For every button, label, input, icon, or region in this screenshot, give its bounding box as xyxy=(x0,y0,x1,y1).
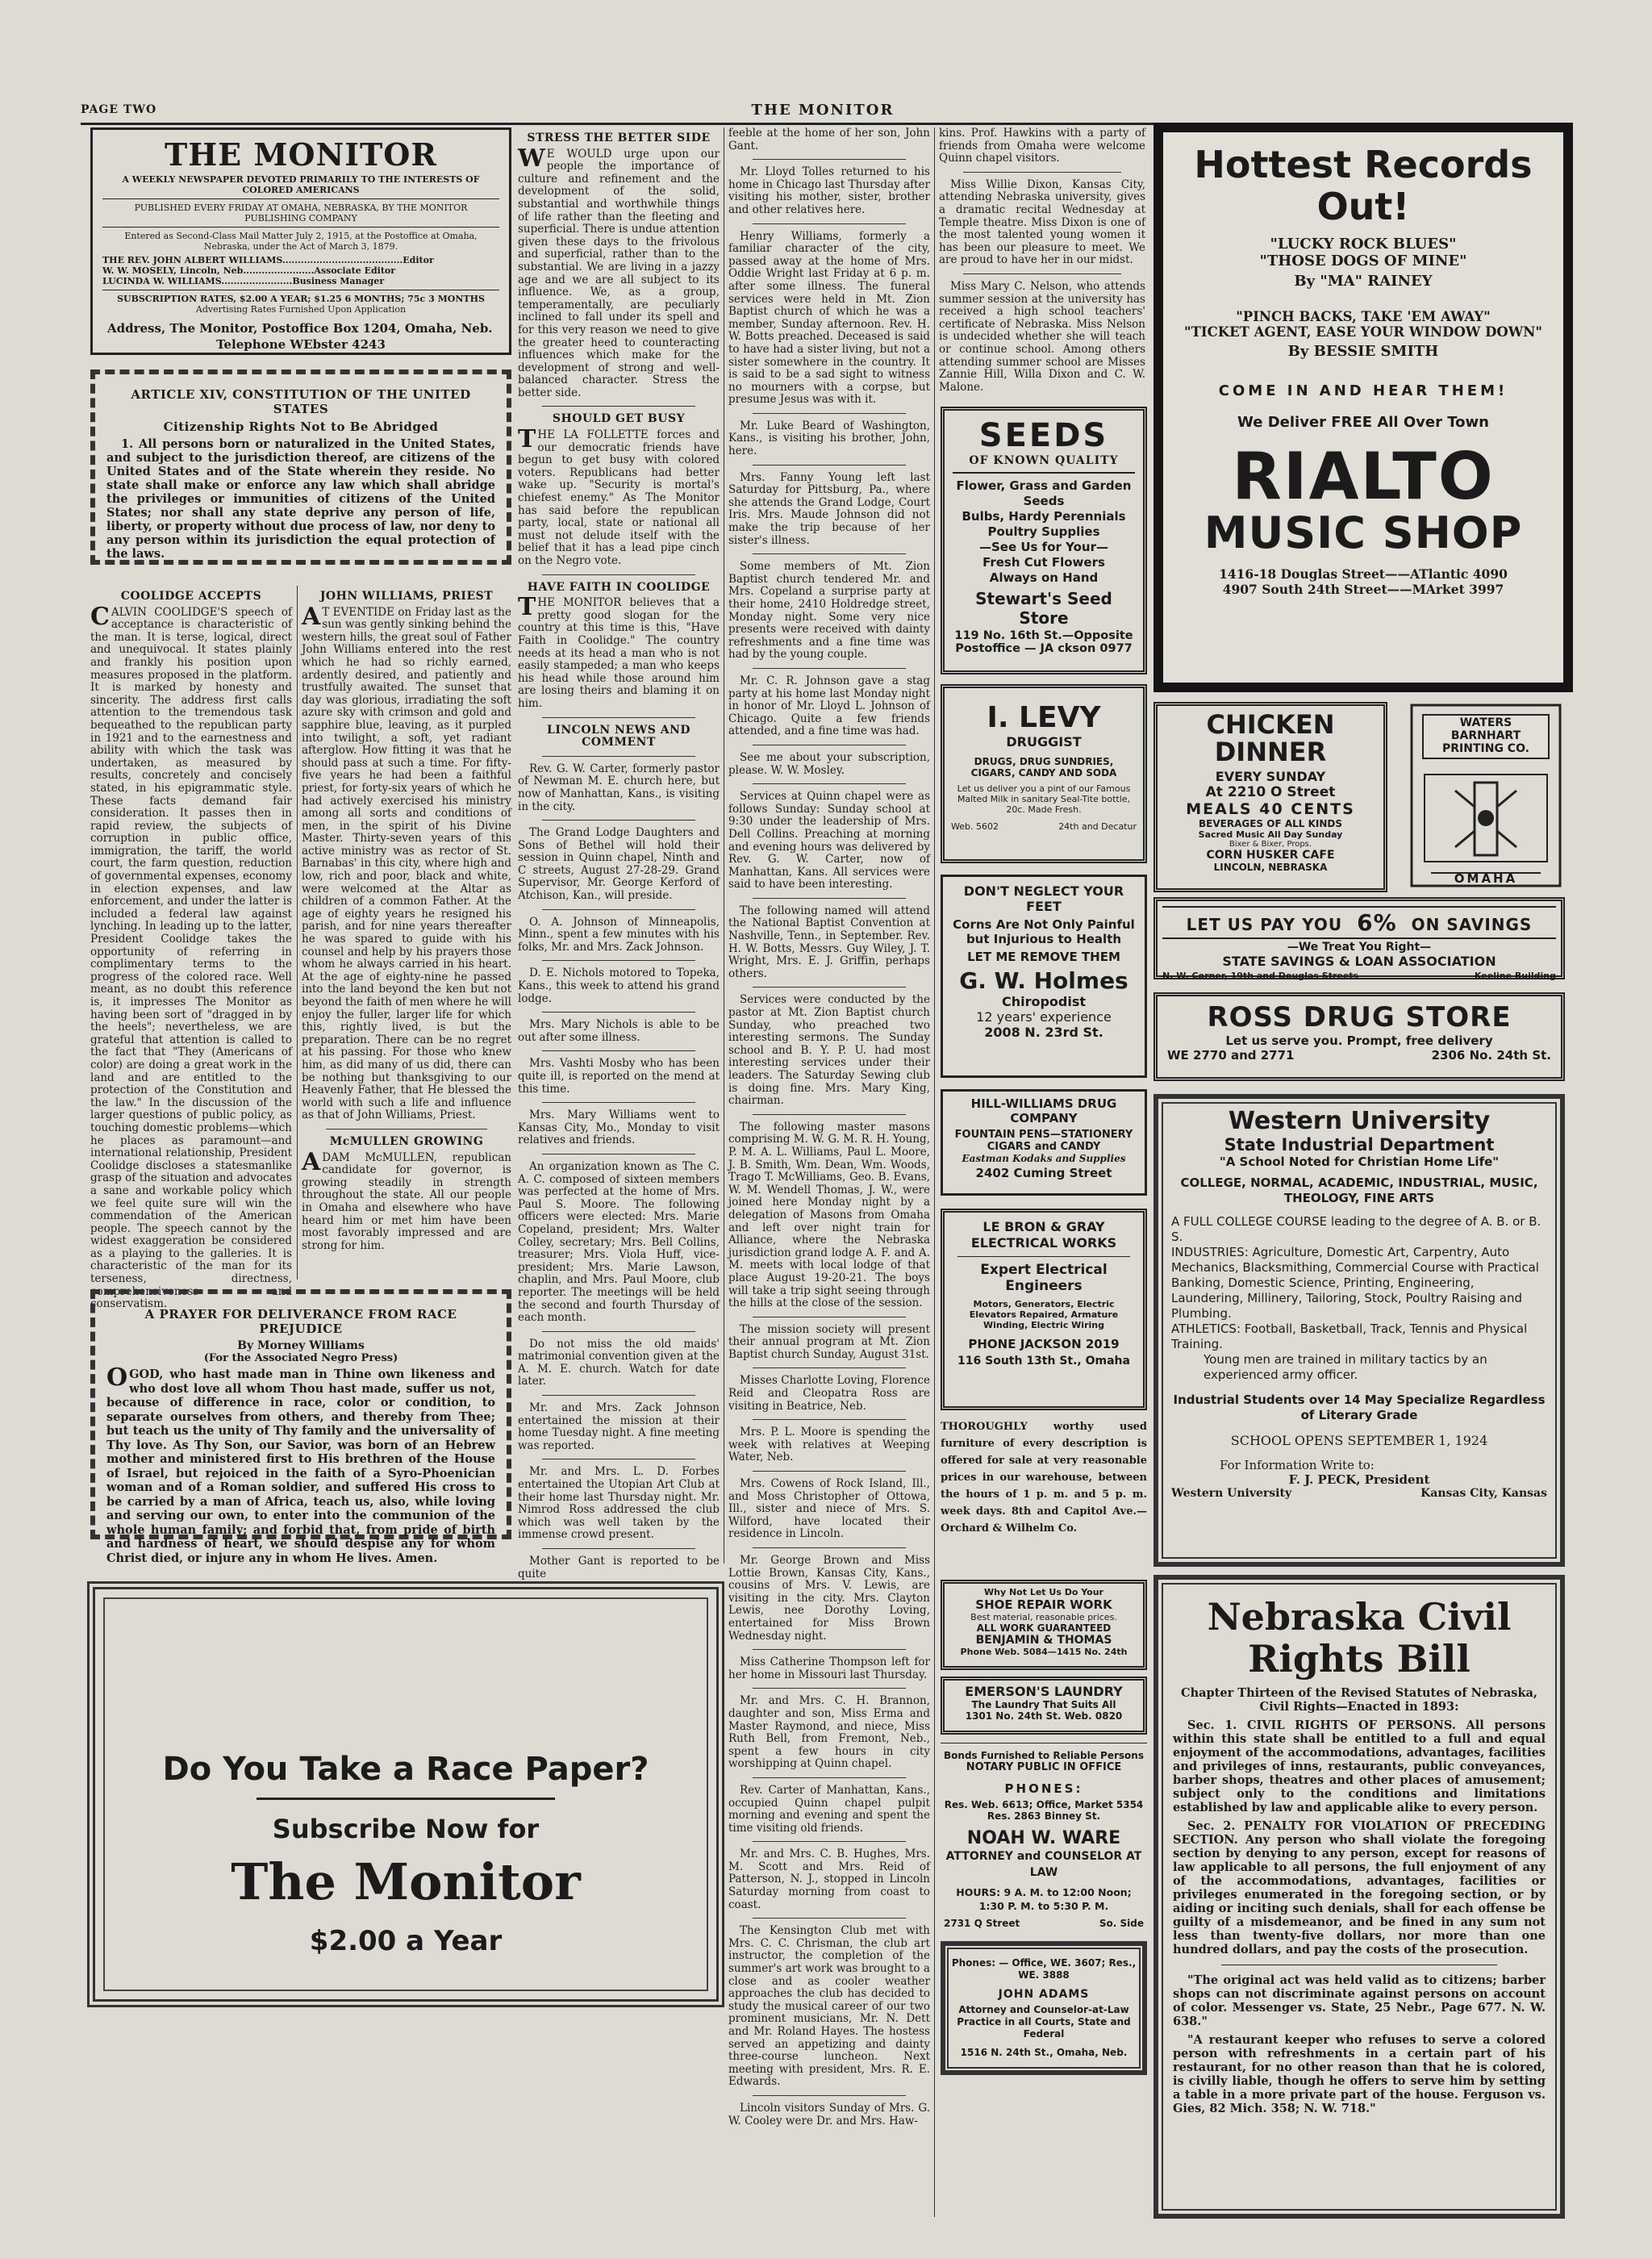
rialto-record: "LUCKY ROCK BLUES" xyxy=(1270,236,1457,253)
rialto-record: "PINCH BACKS, TAKE 'EM AWAY" xyxy=(1236,309,1491,324)
ware-ad xyxy=(941,1743,1147,1936)
rialto-artist: By "MA" RAINEY xyxy=(1294,273,1433,290)
levy-web: Web. 5602 xyxy=(951,821,999,832)
western-line: Western University xyxy=(1171,1487,1292,1500)
waters-city: OMAHA xyxy=(1454,871,1518,886)
masthead-entered: Entered as Second-Class Mail Matter July 2, 1915, at the Postoffice at Omaha, Nebraska, under the Act of March 3, 1879. xyxy=(124,231,478,252)
prayer-credit: (For the Associated Negro Press) xyxy=(203,1352,398,1364)
busy-text: THE LA FOLLETTE forces and our democratic friends have begun to get busy with colored voters. Republicans had better wake up. "Security is mortal's chiefest enemy." As The Monitor has said before the republican party, local, state or national all must not delude itself with the belief that it has a lead pipe cinch on the Negro vote. xyxy=(518,425,720,567)
rialto-artist: By BESSIE SMITH xyxy=(1287,343,1439,360)
chicken-line: EVERY SUNDAY xyxy=(1215,769,1326,784)
news-item: Mr. and Mrs. L. D. Forbes entertained the Utopian Art Club at their home last Thursday night. Mr. Nimrod Ross addressed the club which was well taken by the immense crowd present. xyxy=(518,1465,720,1542)
page-header xyxy=(81,103,1565,119)
western-line: ATHLETICS: Football, Basketball, Track, Tennis and Physical Training. xyxy=(1171,1322,1528,1351)
masthead-title: THE MONITOR xyxy=(164,136,437,173)
seeds-store-name: Stewart's Seed Store xyxy=(975,589,1112,628)
seeds-line: —See Us for Your— xyxy=(978,540,1109,554)
article-xiv-title: ARTICLE XIV, CONSTITUTION OF THE UNITED STATES xyxy=(131,387,471,416)
western-line: INDUSTRIES: Agriculture, Domestic Art, Carpentry, Auto Mechanics, Blacksmithing, Commercial Course with Practical Banking, Domestic Science, Printing, Engineering, Laundering, Millinery, Tailoring, Stock, Poultry Raising and Plumbing. xyxy=(1171,1245,1539,1321)
hill-williams-ad xyxy=(941,1089,1147,1196)
news-item: Mrs. Cowens of Rock Island, Ill., and Moss Christopher of Ottowa, Ill., sister and niece of Mrs. S. Wilford, have located their residence in Lincoln. xyxy=(728,1477,930,1541)
chicken-line: MEALS 40 CENTS xyxy=(1186,800,1355,818)
ross-drug-ad xyxy=(1153,992,1565,1081)
news-item: Mrs. Fanny Young left last Saturday for Pittsburg, Pa., where she attends the Grand Lodge, Court Iris. Mrs. Maude Johnson did not make the trip because of her sister's illness. xyxy=(728,470,930,547)
coolidge-column xyxy=(90,586,292,1311)
waters-name: WATERS BARNHART PRINTING CO. xyxy=(1442,716,1529,755)
news-item: Mr. and Mrs. C. H. Brannon, daughter and son, Miss Erma and Master Raymond, and niece, Miss Ruth Bell, from Fremont, Neb., spent a few hours in city worshipping at Quinn chapel. xyxy=(728,1694,930,1771)
news-item: Services at Quinn chapel were as follows Sunday: Sunday school at 9:30 under the leadership of Mrs. Dell Collins. Preaching at morning and evening hours was delivered by Rev. G. W. Carter, now of Manhattan, Kans. All services were said to have been interesting. xyxy=(728,790,930,891)
savings-building: Keeline Building xyxy=(1474,971,1556,981)
holmes-line: Corns Are Not Only Painful but Injurious to Health xyxy=(953,917,1135,946)
news-item: Miss Mary C. Nelson, who attends summer session at the university has received a high school teachers' certificate of Nebraska. Miss Nelson is undecided whether she will teach or continue school. Among others attending summer school are Misses Zannie Hill, Willa Dixon and C. W. Malone. xyxy=(939,279,1145,394)
news-item: An organization known as The C. A. C. composed of sixteen members was perfected at the home of Mrs. Paul S. Moore. The following officers were elected: Mrs. Marie Copeland, president; Mrs. Walter Colley, secretary; Mrs. Bell Collins, treasurer; Mrs. Viola Huff, vice-president; Mrs. Marie Lawson, chaplin, and Mrs. Paul Moore, club reporter. The meetings will be held the second and fourth Thursday of each month. xyxy=(518,1159,720,1325)
news-item: Mr. C. R. Johnson gave a stag party at his home last Monday night in honor of Mr. Lloyd L. Johnson of Chicago. Quite a few friends attended, and a fine time was had. xyxy=(728,674,930,738)
savings-ad xyxy=(1153,897,1565,979)
civil-title: Nebraska Civil Rights Bill xyxy=(1207,1595,1512,1681)
ware-line: Bonds Furnished to Reliable Persons xyxy=(944,1750,1144,1761)
news-item: The Grand Lodge Daughters and Sons of Bethel will hold their session in Quinn chapel, Ninth and C streets, August 27-28-29. Grand Supervisor, Mr. George Kerford of Atchison, Kan., will preside. xyxy=(518,826,720,903)
chicken-line: Bixer & Bixer, Props. xyxy=(1229,840,1312,849)
ware-hours: HOURS: 9 A. M. to 12:00 Noon; 1:30 P. M. to 5:30 P. M. xyxy=(956,1886,1132,1912)
news-item: The mission society will present their annual program at Mt. Zion Baptist church Sunday, August 31st. xyxy=(728,1322,930,1361)
prayer-byline: By Morney Williams xyxy=(237,1339,365,1352)
news-item: Mrs. Mary Nichols is able to be out after some illness. xyxy=(518,1018,720,1044)
news-item: Mother Gant is reported to be quite xyxy=(518,1555,720,1580)
savings-line: —We Treat You Right— xyxy=(1287,941,1432,954)
ware-role: ATTORNEY and COUNSELOR AT LAW xyxy=(945,1850,1142,1879)
chicken-line: Sacred Music All Day Sunday xyxy=(1198,829,1343,840)
seeds-sub: OF KNOWN QUALITY xyxy=(969,454,1119,467)
shoe-line: SHOE REPAIR WORK xyxy=(975,1597,1112,1612)
holmes-ad xyxy=(941,875,1147,1078)
masthead-adrates: Advertising Rates Furnished Upon Application xyxy=(195,304,407,315)
news-item: Mr. George Brown and Miss Lottie Brown, Kansas City, Kans., cousins of Mrs. V. Lewis, are visiting in the city. Mrs. Clayton Lewis, nee Dorothy Loving, entertained for Miss Brown Wednesday night. xyxy=(728,1554,930,1643)
laundry-name: EMERSON'S LAUNDRY xyxy=(965,1684,1123,1699)
seeds-title: SEEDS xyxy=(978,417,1109,454)
news-item: feeble at the home of her son, John Gant. xyxy=(728,127,930,152)
news-item: Rev. G. W. Carter, formerly pastor of Newman M. E. church here, but now of Manhattan, Kans., is visiting in the city. xyxy=(518,762,720,813)
race-paper-line2: Subscribe Now for xyxy=(272,1814,540,1844)
lebron-line: Expert Electrical Engineers xyxy=(980,1262,1108,1294)
prayer-text: OGOD, who hast made man in Thine own likeness and who dost love all whom Thou hast made, suffer us not, because of difference in race, color or condition, to separate ourselves from others, and thereby from Thee; but teach us the unity of Thy family and the universality of Thy love. As Thy Son, our Savior, was born of an Hebrew mother and ministered first to His brethren of the House of Israel, but rejoiced in the faith of a Syro-Phoenician woman and of a Roman soldier, and suffered His cross to be carried by a man of Africa, teach us, also, while loving and serving our own, to enter into the communion of the whole human family; and forbid that, from pride of birth and hardness of heart, we should despise any for whom Christ died, or injure any in whom He lives. Amen. xyxy=(106,1363,495,1565)
news-item: Misses Charlotte Loving, Florence Reid and Cleopatra Ross are visiting in Beatrice, Neb. xyxy=(728,1374,930,1413)
news-item: Services were conducted by the pastor at Mt. Zion Baptist church Sunday, who preached two interesting sermons. The Sunday school and B. Y. P. U. had most interesting services under their leaders. The Saturday Sewing club is doing fine. Mrs. Mary King, chairman. xyxy=(728,993,930,1108)
news-item: Mr. and Mrs. C. B. Hughes, Mrs. M. Scott and Mrs. Reid of Patterson, N. J., stopped in Lincoln Saturday morning from coast to coast. xyxy=(728,1848,930,1911)
news-item: See me about your subscription, please. W. W. Mosley. xyxy=(728,750,930,777)
western-line: State Industrial Department xyxy=(1224,1135,1495,1155)
western-line: SCHOOL OPENS SEPTEMBER 1, 1924 xyxy=(1230,1433,1488,1448)
lebron-line: Motors, Generators, Electric Elevators Repaired, Armature Winding, Electric Wiring xyxy=(969,1299,1119,1330)
waters-barnhart-ad xyxy=(1407,702,1565,892)
ware-phone: Res. 2863 Binney St. xyxy=(987,1810,1101,1822)
ware-phone: Res. Web. 6613; Office, Market 5354 xyxy=(944,1799,1144,1810)
ross-line: Let us serve you. Prompt, free delivery xyxy=(1225,1033,1493,1048)
news-item: Mrs. Vashti Mosby who has been quite ill, is reported on the mend at this time. xyxy=(518,1057,720,1096)
civil-sub: Chapter Thirteen of the Revised Statutes of Nebraska, Civil Rights—Enacted in 1893: xyxy=(1181,1686,1537,1714)
news-item: kins. Prof. Hawkins with a party of friends from Omaha were welcome Quinn chapel visitors. xyxy=(939,127,1145,165)
news-item: Some members of Mt. Zion Baptist church tendered Mr. and Mrs. Copeland a surprise party at their home, 2410 Holdredge street, Monday night. Some very nice presents were received with dainty refreshments and a fine time was had by the young couple. xyxy=(728,560,930,662)
holmes-exp: 12 years' experience xyxy=(976,1009,1112,1025)
news-item: The Kensington Club met with Mrs. C. C. Chrisman, the club art instructor, the completion of the summer's art work was brought to a close and as cooler weather approaches the club has decided to study the musical career of our two prominent musicians, Mr. N. Dett and Mr. Roland Hayes. The hostess served an appetizing and dainty three-course luncheon. Next meeting with president, Mrs. R. E. Edwards. xyxy=(728,1924,930,2089)
civil-quote-2: "A restaurant keeper who refuses to serve a colored person with refreshments in a certain part of his restaurant, for no other reason than that he is colored, is civilly liable, though he offers to serve him by setting a table in a more private part of the house. Ferguson vs. Gies, 82 Mich. 358; N. W. 718." xyxy=(1173,2033,1546,2115)
news-head: LINCOLN NEWS AND COMMENT xyxy=(546,723,691,750)
seeds-line: Flower, Grass and Garden Seeds xyxy=(956,478,1132,508)
ware-addr: 2731 Q Street xyxy=(944,1918,1020,1929)
laundry-line: The Laundry That Suits All xyxy=(971,1699,1116,1710)
stress-head: STRESS THE BETTER SIDE xyxy=(527,132,711,144)
column-5-text xyxy=(939,127,1145,402)
race-paper-line4: $2.00 a Year xyxy=(309,1925,503,1957)
civil-rights-box xyxy=(1153,1575,1565,2219)
seeds-line: Bulbs, Hardy Perennials xyxy=(962,509,1126,524)
civil-quote-1: "The original act was held valid as to citizens; barber shops can not discriminate against persons on account of color. Messenger vs. State, 25 Nebr., Page 677. N. W. 638." xyxy=(1173,1973,1546,2028)
coolidge-head: COOLIDGE ACCEPTS xyxy=(120,590,262,603)
shoe-line: Why Not Let Us Do Your xyxy=(984,1587,1103,1597)
williams-head: JOHN WILLIAMS, PRIEST xyxy=(319,590,494,603)
prayer-box xyxy=(90,1289,511,1565)
prayer-title: A PRAYER FOR DELIVERANCE FROM RACE PREJUDICE xyxy=(144,1307,457,1336)
news-item: Mrs. P. L. Moore is spending the week with relatives at Weeping Water, Neb. xyxy=(728,1426,930,1464)
hill-williams-line: CIGARS and CANDY xyxy=(987,1141,1101,1153)
holmes-name: G. W. Holmes xyxy=(959,967,1128,994)
news-item: Mr. and Mrs. Zack Johnson entertained the mission at their home Tuesday night. A fine meeting was reported. xyxy=(518,1401,720,1452)
news-item: O. A. Johnson of Minneapolis, Minn., spent a few minutes with his folks, Mr. and Mrs. Zack Johnson. xyxy=(518,915,720,954)
laundry-line: 1301 No. 24th St. Web. 0820 xyxy=(965,1710,1123,1722)
rialto-come-in: COME IN AND HEAR THEM! xyxy=(1218,382,1508,399)
masthead-staff-business: LUCINDA W. WILLIAMS.......................Business Manager xyxy=(102,276,385,286)
race-paper-ad xyxy=(87,1581,724,2007)
levy-role: DRUGGIST xyxy=(1006,734,1082,750)
ware-line: NOTARY PUBLIC IN OFFICE xyxy=(966,1761,1122,1773)
ross-phone: WE 2770 and 2771 xyxy=(1167,1048,1295,1063)
busy-head: SHOULD GET BUSY xyxy=(552,412,686,426)
news-item: The following named will attend the National Baptist Convention at Nashville, Tenn., in September. Rev. H. W. Botts, Messrs. Guy Wiley, J. T. Wright, Mrs. E. J. Griffin, perhaps others. xyxy=(728,904,930,980)
shoe-line: Best material, reasonable prices. xyxy=(970,1612,1117,1622)
western-name: Western University xyxy=(1228,1107,1491,1135)
civil-section-2: Sec. 2. PENALTY FOR VIOLATION OF PRECEDING SECTION. Any person who shall violate the foregoing section by denying to any person, except for reasons of law applicable to all persons, the full enjoyment of any of the accommodations, advantages, facilities or privileges enumerated in the foregoing section, or by aiding or inciting such denials, shall for each offense be guilty of a misdemeanor, and be fined in any sum not less than twenty-five dollars, nor more than one hundred dollars, and pay the costs of the prosecution. xyxy=(1173,1819,1546,1956)
coolidge-text: CALVIN COOLIDGE'S speech of acceptance is characteristic of the man. It is terse, logical, direct and unequivocal. It states plainly and frankly his position upon measures proposed in the platform. It is marked by honesty and sincerity. The address first calls attention to the tremendous task bequeathed to the republican party in 1921 and to the earnestness and ability with which the task was undertaken, as measured by results, concretely and concisely stated, in his epigrammatic style. These facts demand fair consideration. It passes then in rapid review, the subjects of corruption in public office, immigration, the tariff, the world court, the farm question, reduction of governmental expenses, economy in election expenses, and law enforcement, and under the latter is included a federal law against lynching. In leading up to the latter, President Coolidge takes the opportunity of referring in complimentary terms to the progress of the colored race. Well meant, as no doubt this reference is, it impresses The Monitor as having been sort of "dragged in by the heels"; nevertheless, we are grateful that attention is called to the fact that "They (Americans of color) are doing a great work in the land and are entitled to the protection of the Constitution and the law." In the discussion of the larger questions of public policy, as touching domestic problems—which he places as paramount—and international relationship, President Coolidge discloses a statesmanlike grasp of the situation and advocates a sane and workable policy which we feel quite sure will win the commendation of the American people. The speech cannot by the widest exaggeration be considered as a playing to the galleries. It is characteristic of the man for its terseness, directness, comprehensiveness and conservatism. xyxy=(90,602,292,1311)
lebron-name: LE BRON & GRAY ELECTRICAL WORKS xyxy=(970,1219,1117,1251)
western-line: F. J. PECK, President xyxy=(1288,1472,1430,1487)
news-item: Lincoln visitors Sunday of Mrs. G. W. Cooley were Dr. and Mrs. Haw- xyxy=(728,2101,930,2127)
hill-williams-line: Eastman Kodaks and Supplies xyxy=(962,1153,1126,1164)
seeds-line: Poultry Supplies xyxy=(987,524,1100,539)
column-3 xyxy=(518,127,720,1580)
shoe-name: BENJAMIN & THOMAS xyxy=(975,1634,1112,1647)
seeds-addr: Postoffice — JA ckson 0977 xyxy=(955,642,1133,655)
western-line: "A School Noted for Christian Home Life" xyxy=(1219,1155,1500,1169)
savings-assoc: STATE SAVINGS & LOAN ASSOCIATION xyxy=(1222,954,1496,969)
lebron-addr: 116 South 13th St., Omaha xyxy=(957,1355,1130,1368)
hill-williams-name: HILL-WILLIAMS DRUG COMPANY xyxy=(970,1096,1117,1125)
hill-williams-addr: 2402 Cuming Street xyxy=(975,1166,1112,1180)
seeds-addr: 119 No. 16th St.—Opposite xyxy=(954,629,1133,642)
rialto-record: "THOSE DOGS OF MINE" xyxy=(1259,253,1467,269)
adams-name: JOHN ADAMS xyxy=(998,1988,1090,2001)
news-item: Miss Catherine Thompson left for her home in Missouri last Thursday. xyxy=(728,1656,930,1681)
holmes-addr: 2008 N. 23rd St. xyxy=(984,1025,1103,1040)
chicken-title: CHICKEN DINNER xyxy=(1206,709,1335,767)
rialto-address: 4907 South 24th Street——MArket 3997 xyxy=(1222,582,1504,597)
savings-line: LET US PAY YOU xyxy=(1186,915,1343,934)
masthead-staff-associate: W. W. MOSELY, Lincoln, Neb.......................Associate Editor xyxy=(102,265,396,276)
adams-ad xyxy=(941,1941,1147,2075)
news-item: Mr. Luke Beard of Washington, Kans., is visiting his brother, John, here. xyxy=(728,419,930,458)
masthead-address: Address, The Monitor, Postoffice Box 1204, Omaha, Neb. xyxy=(107,321,493,336)
news-item: D. E. Nichols motored to Topeka, Kans., this week to attend his grand lodge. xyxy=(518,967,720,1005)
rialto-address: 1416-18 Douglas Street——ATlantic 4090 xyxy=(1219,566,1508,582)
levy-line: DRUGS, DRUG SUNDRIES, CIGARS, CANDY AND SODA xyxy=(970,756,1117,779)
adams-role: Attorney and Counselor-at-Law Practice in all Courts, State and Federal xyxy=(957,2004,1131,2040)
ware-phones-label: PHONES: xyxy=(1004,1781,1083,1796)
news-item: Rev. Carter of Manhattan, Kans., occupied Quinn chapel pulpit morning and evening and spent the time visiting old friends. xyxy=(728,1783,930,1835)
mcmullen-head: McMULLEN GROWING xyxy=(329,1134,484,1148)
masthead-published: PUBLISHED EVERY FRIDAY AT OMAHA, NEBRASKA, BY THE MONITOR PUBLISHING COMPANY xyxy=(134,203,468,223)
ware-side: So. Side xyxy=(1099,1918,1144,1929)
shoe-line: ALL WORK GUARANTEED xyxy=(976,1622,1112,1634)
rialto-record: "TICKET AGENT, EASE YOUR WINDOW DOWN" xyxy=(1184,324,1542,340)
western-line: Young men are trained in military tactics by an experienced army officer. xyxy=(1204,1352,1487,1382)
western-line: For Information Write to: xyxy=(1220,1458,1375,1472)
news-item: The following master masons comprising M. W. G. M. R. H. Young, P. M. A. L. Williams, Paul L. Moore, J. B. Smith, Wm. Dean, Wm. Woods, Trago T. McWilliams, Geo. B. Evans, W. M. Wendell Thomas, J. W., were joined here Monday night by a delegation of Masons from Omaha and left over night train for Alliance, where the Nebraska jurisdiction grand lodge A. F. and A. M. meets with local lodge of that place August 19-20-21. The boys will take a trip sight seeing through the hills at the close of the session. xyxy=(728,1120,930,1310)
ross-addr: 2306 No. 24th St. xyxy=(1431,1048,1551,1063)
masthead-box xyxy=(90,127,511,355)
western-line: A FULL COLLEGE COURSE leading to the degree of A. B. or B. S. xyxy=(1171,1214,1541,1244)
western-line: Kansas City, Kansas xyxy=(1420,1487,1547,1500)
hill-williams-line: FOUNTAIN PENS—STATIONERY xyxy=(954,1129,1133,1141)
seeds-line: Always on Hand xyxy=(989,570,1099,585)
rialto-headline: Hottest Records Out! xyxy=(1194,143,1533,228)
western-university-ad xyxy=(1153,1094,1565,1567)
masthead-rates: SUBSCRIPTION RATES, $2.00 A YEAR; $1.25 6 MONTHS; 75c 3 MONTHS xyxy=(117,294,485,304)
laundry-ad xyxy=(941,1677,1147,1735)
chicken-line: At 2210 O Street xyxy=(1205,784,1336,800)
seeds-ad xyxy=(941,407,1147,674)
masthead-subtitle: A WEEKLY NEWSPAPER DEVOTED PRIMARILY TO THE INTERESTS OF COLORED AMERICANS xyxy=(122,174,480,195)
adams-addr: 1516 N. 24th St., Omaha, Neb. xyxy=(960,2047,1128,2058)
faith-head: HAVE FAITH IN COOLIDGE xyxy=(527,580,711,594)
furniture-notice: THOROUGHLY worthy used furniture of every description is offered for sale at very reasonable prices in our warehouse, between the hours of 1 p. m. and 5 p. m. week days. 8th and Capitol Ave.—Orchard & Wilhelm Co. xyxy=(941,1421,1147,1535)
article-xiv-subtitle: Citizenship Rights Not to Be Abridged xyxy=(163,420,439,434)
ware-name: NOAH W. WARE xyxy=(966,1828,1121,1848)
rialto-name: RIALTO xyxy=(1232,439,1495,514)
rialto-ad xyxy=(1153,123,1573,692)
page-label: PAGE TWO xyxy=(81,103,157,116)
rialto-deliver: We Deliver FREE All Over Town xyxy=(1237,414,1489,431)
williams-column xyxy=(302,586,511,1288)
seeds-line: Fresh Cut Flowers xyxy=(982,555,1105,570)
column-rule xyxy=(297,586,298,1280)
holmes-role: Chiropodist xyxy=(1001,994,1087,1009)
lebron-gray-ad xyxy=(941,1209,1147,1410)
savings-line: ON SAVINGS xyxy=(1411,915,1533,934)
shoe-phone: Phone Web. 5084—1415 No. 24th xyxy=(960,1647,1128,1657)
column-4 xyxy=(728,127,930,2225)
levy-ad xyxy=(941,684,1147,863)
masthead-phone: Telephone WEbster 4243 xyxy=(216,337,386,352)
savings-addr: N. W. Corner, 19th and Douglas Streets xyxy=(1162,971,1359,981)
race-paper-line3: The Monitor xyxy=(231,1852,581,1911)
holmes-line: DON'T NEGLECT YOUR FEET xyxy=(963,883,1124,914)
masthead-staff-editor: THE REV. JOHN ALBERT WILLIAMS.......................................Editor xyxy=(102,255,434,265)
levy-addr: 24th and Decatur xyxy=(1058,821,1137,832)
adams-phones: Phones: — Office, WE. 3607; Res., WE. 3888 xyxy=(951,1957,1137,1981)
levy-line: Let us deliver you a pint of our Famous Malted Milk in sanitary Seal-Tite bottle, 20c. Made Fresh. xyxy=(957,783,1131,815)
mcmullen-text: ADAM McMULLEN, republican candidate for governor, is growing steadily in strength throughout the state. All our people in Omaha and elsewhere who have heard him or met him have been most favorably impressed and are strong for him. xyxy=(302,1147,511,1252)
chicken-line: BEVERAGES OF ALL KINDS xyxy=(1199,818,1342,829)
news-item: Mr. Lloyd Tolles returned to his home in Chicago last Thursday after visiting his mother, sister, brother and other relatives here. xyxy=(728,165,930,216)
western-line: COLLEGE, NORMAL, ACADEMIC, INDUSTRIAL, MUSIC, THEOLOGY, FINE ARTS xyxy=(1180,1175,1538,1205)
faith-text: THE MONITOR believes that a pretty good slogan for the country at this time is this, "Have Faith in Coolidge." The country needs at its head a man who is not easily stampeded; a man who keeps his head while those around him are losing theirs and blaming it on him. xyxy=(518,593,720,710)
paper-name: THE MONITOR xyxy=(751,102,895,119)
chicken-line: LINCOLN, NEBRASKA xyxy=(1213,862,1328,873)
chicken-line: CORN HUSKER CAFE xyxy=(1206,849,1335,862)
article-xiv-text: 1. All persons born or naturalized in the United States, and subject to the jurisdiction thereof, are citizens of the United States and of the State wherein they reside. No state shall make or enforce any law which shall abridge the privileges or immunities of citizens of the United States; nor shall any state deprive any person of life, liberty, or property without due process of law, nor deny to any person within its jurisdiction the equal protection of the laws. xyxy=(106,437,495,561)
holmes-line: LET ME REMOVE THEM xyxy=(967,950,1120,964)
stress-text: WE WOULD urge upon our people the importance of culture and refinement and the development of the solid, substantial and worthwhile things of life rather than the fleeting and superficial. There is undue attention given these days to the frivolous and superficial, rather than to the substantial. We are living in a jazzy age and we are all subject to its influence. We, as a group, temperamentally, are peculiarly inclined to fall under its spell and for this very reason we need to give the greater heed to counteracting influences which make for the development of strong and well-balanced character. Stress the better side. xyxy=(518,144,720,399)
news-item: Do not miss the old maids' matrimonial convention given at the A. M. E. church. Watch for date later. xyxy=(518,1337,720,1388)
levy-name: I. LEVY xyxy=(987,701,1101,734)
race-paper-line1: Do You Take a Race Paper? xyxy=(162,1751,649,1788)
williams-text: AT EVENTIDE on Friday last as the sun was gently sinking behind the western hills, the great soul of Father John Williams entered into the rest which he had so richly earned, ardently desired, and patiently and trustfully awaited. The sunset that day was glorious, irradiating the soft azure sky with crimson and gold and sapphire blue, leaving, as it purpled into twilight, a soft, yet radiant afterglow. How fitting it was that he should pass at such a time. For fifty-five years he had been a faithful priest, for forty-six years of which he had actively exercised his ministry among all sorts and conditions of men, in the spirit of his Divine Master. Thirty-seven years of this active ministry was as rector of St. Barnabas' in this city, where high and low, rich and poor, black and white, were welcomed at the Altar as children of a common Father. At the age of eighty years he resigned his parish, and for nine years thereafter he was spared to guide with his counsel and help by his prayers those whom he always carried in his heart. At the age of eighty-nine he passed into the land beyond the ken but not beyond the faith of men where he will enjoy the fuller, larger life for which this, rightly lived, is but the preparation. There can be no regret at his passing. For those who knew him, as did many of us did, there can be nothing but thanksgiving to our Heavenly Father, that He blessed the world with such a life and influence as that of John Williams, Priest. xyxy=(302,602,511,1122)
article-xiv-box xyxy=(90,370,511,565)
shoe-repair-ad xyxy=(941,1580,1147,1670)
column-rule xyxy=(934,127,935,2217)
savings-rate: 6% xyxy=(1357,909,1397,936)
news-item: Mrs. Mary Williams went to Kansas City, Mo., Monday to visit relatives and friends. xyxy=(518,1109,720,1147)
lebron-phone: PHONE JACKSON 2019 xyxy=(968,1337,1120,1351)
rialto-name-2: MUSIC SHOP xyxy=(1204,507,1523,558)
ross-name: ROSS DRUG STORE xyxy=(1207,1001,1512,1033)
chicken-dinner-ad xyxy=(1153,702,1387,892)
news-item: Henry Williams, formerly a familiar character of the city, passed away at the home of Mrs. Oddie Wright last Friday at 6 p. m. after some illness. The funeral services were held in Mt. Zion Baptist church of which he was a member, Sunday afternoon. Rev. H. W. Botts preached. Deceased is said to have had a sister living, but not a sister somewhere in the country. It is said to be a sad sight to witness no mourners with a corpse, but presume Jesus was with it. xyxy=(728,229,930,407)
news-item: Miss Willie Dixon, Kansas City, attending Nebraska university, gives a dramatic recital Wednesday at Temple theatre. Miss Dixon is one of the most talented young women it has been our pleasure to meet. We are proud to have her in our midst. xyxy=(939,177,1145,267)
western-line: Industrial Students over 14 May Specialize Regardless of Literary Grade xyxy=(1173,1393,1546,1422)
civil-section-1: Sec. 1. CIVIL RIGHTS OF PERSONS. All persons within this state shall be entitled to a full and equal enjoyment of the accommodations, advantages, facilities and privileges of inns, restaurants, public conveyances, barber shops, theatres and other places of amusement; subject only to the conditions and limitations established by law and applicable alike to every person. xyxy=(1173,1718,1546,1814)
